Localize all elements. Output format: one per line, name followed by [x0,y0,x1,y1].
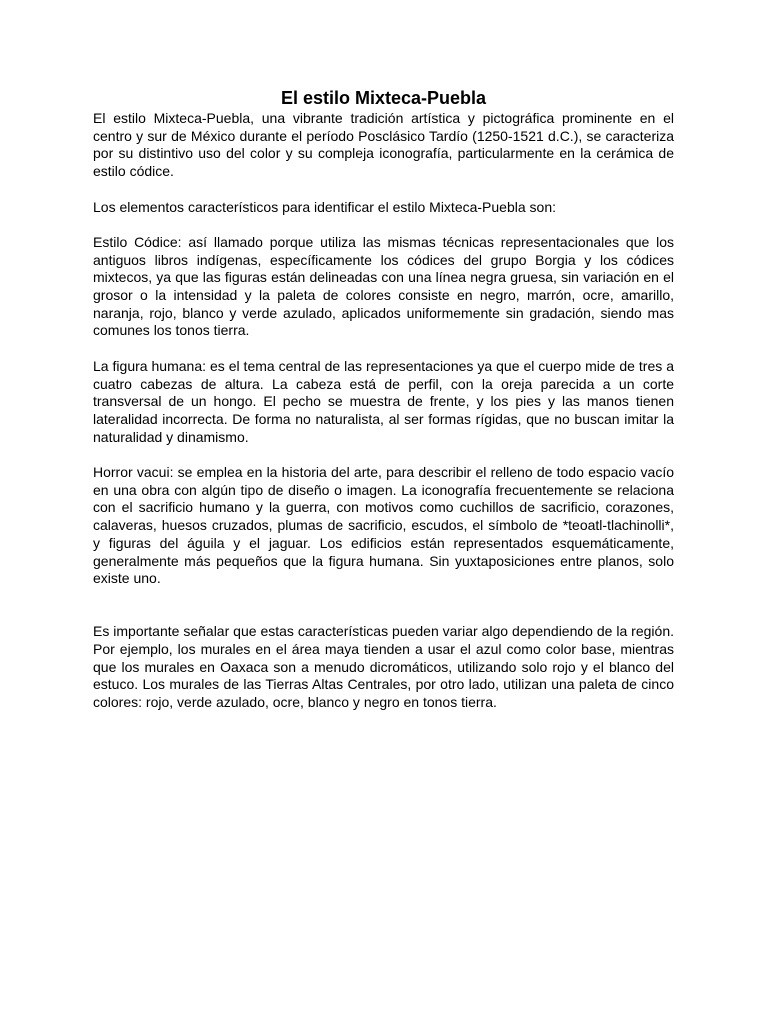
paragraph-spacer [93,216,674,234]
document-title: El estilo Mixteca-Puebla [280,88,487,108]
paragraph-spacer [93,446,674,464]
paragraph-elements-intro: Los elementos característicos para identificar el estilo Mixteca-Puebla son: [93,198,556,215]
paragraph-estilo-codice: Estilo Códice: así llamado porque utiliza las mismas técnicas representacionales que los antiguos libros indígenas, específicamente los códices del grupo Borgia y los códices mixtecos, ya que las figuras están delineadas con una línea negra gruesa, sin variación en el grosor o la intensidad y la paleta de colores consiste en negro, marrón, ocre, amarillo, naranja, rojo, blanco y verde azulado, aplicados uniformemente sin gradación, siendo mas comunes los tonos tierra. [93,233,674,339]
paragraph-intro: El estilo Mixteca-Puebla, una vibrante tradición artística y pictográfica prominente en el centro y sur de México durante el período Posclásico Tardío (1250-1521 d.C.), se caracteriza por su distintivo uso del color y su compleja iconografía, particularmente en la cerámica de estilo códice. [93,110,674,180]
paragraph-horror-vacui: Horror vacui: se emplea en la historia del arte, para describir el relleno de todo espacio vacío en una obra con algún tipo de diseño o imagen. La iconografía frecuentemente se relaciona con el sacrificio humano y la guerra, con motivos como cuchillos de sacrificio, corazones, calaveras, huesos cruzados, plumas de sacrificio, escudos, el símbolo de *teoatl-tlachinolli*, y figuras del águila y el jaguar. Los edificios están representados esquemáticamente, generalmente más pequeños que la figura humana. Sin yuxtaposiciones entre planos, solo existe uno. [93,464,674,587]
document-page [93,86,674,712]
paragraph-spacer [93,588,674,623]
paragraph-spacer [93,340,674,358]
paragraph-spacer [93,181,674,199]
paragraph-regional-variation: Es importante señalar que estas características pueden variar algo dependiendo de la región. Por ejemplo, los murales en el área maya tienden a usar el azul como color base, mientras que los murales en Oaxaca son a menudo dicromáticos, utilizando solo rojo y el blanco del estuco. Los murales de las Tierras Altas Centrales, por otro lado, utilizan una paleta de cinco colores: rojo, verde azulado, ocre, blanco y negro en tonos tierra. [93,623,674,711]
paragraph-figura-humana: La figura humana: es el tema central de las representaciones ya que el cuerpo mide de tres a cuatro cabezas de altura. La cabeza está de perfil, con la oreja parecida a un corte transversal de un hongo. El pecho se muestra de frente, y los pies y las manos tienen lateralidad incorrecta. De forma no naturalista, al ser formas rígidas, que no buscan imitar la naturalidad y dinamismo. [93,357,674,445]
